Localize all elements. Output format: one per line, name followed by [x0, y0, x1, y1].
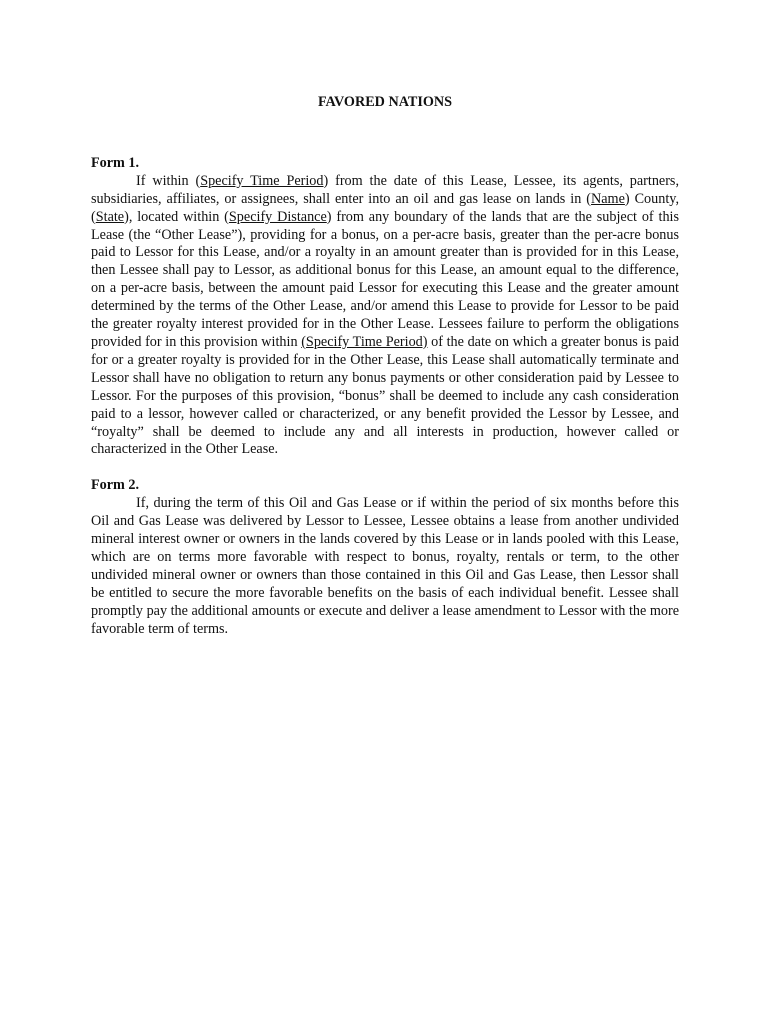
form1-heading: Form 1.	[91, 154, 140, 171]
form1-paragraph	[91, 173, 679, 460]
placeholder-distance: Specify Distance	[228, 208, 327, 225]
placeholder-name: Name	[591, 190, 625, 207]
placeholder-time-period-2: (Specify Time Period)	[301, 333, 428, 350]
form2-paragraph: If, during the term of this Oil and Gas Lease or if within the period of six months before this Oil and Gas Lease was delivered by Lessor to Lessee, Lessee obtains a lease from another undivided mineral interest owner or owners in the lands covered by this Lease or in lands pooled with this Lease, which are on terms more favorable with respect to bonus, royalty, rentals or term, to the other undivided mineral owner or owners than those contained in this Oil and Gas Lease, then Lessor shall be entitled to secure the more favorable benefits on the basis of each individual benefit. Lessee shall promptly pay the additional amounts or execute and deliver a lease amendment to Lessor with the more favorable term of terms.	[91, 495, 679, 637]
placeholder-time-period: Specify Time Period	[200, 172, 324, 189]
form2-heading: Form 2.	[91, 477, 140, 494]
form1-text-5: ) from any boundary of the lands that are the subject of this Lease (the “Other Lease”), providing for a bonus, on a per-acre basis, greater than the per-acre bonus paid to Lessor for this Lease, and/or a royalty in an amount greater than is provided for in this Lease, then Lessee shall pay to Lessor, as additional bonus for this Lease, an amount equal to the difference, on a per-acre basis, between the amount paid Lessor for executing this Lease and the greater amount determined by the terms of the Other Lease, and/or amend this Lease to provide for Lessor to be paid the greater royalty interest provided for in the Other Lease. Lessees failure to perform the obligations provided for in this provision within	[91, 208, 680, 350]
document-title: FAVORED NATIONS	[317, 94, 453, 110]
form1-text-2: ) from the date of this Lease, Lessee, its agents, partners, subsidiaries, affiliates, or assignees, shall enter into an oil and gas lease on lands in (	[91, 172, 679, 207]
form1-text-3: ) County, (	[91, 190, 679, 225]
section-gap	[91, 459, 679, 477]
document-page	[91, 94, 679, 638]
form1-text-6: of the date on which a greater bonus is paid for or a greater royalty is provided for in the Other Lease, this Lease shall automatically terminate and Lessor shall have no obligation to return any bonus payments or other consideration paid by Lessee to Lessor. For the purposes of this provision, “bonus” shall be deemed to include any cash consideration paid to a lessor, however called or characterized, or any benefit provided the Lessor by Lessee, and “royalty” shall be deemed to include any and all interests in production, however called or characterized in the Other Lease.	[91, 333, 679, 458]
form1-text-1: If within (	[136, 172, 201, 189]
form1-text-4: ), located within (	[124, 208, 229, 225]
placeholder-state: State	[95, 208, 125, 225]
